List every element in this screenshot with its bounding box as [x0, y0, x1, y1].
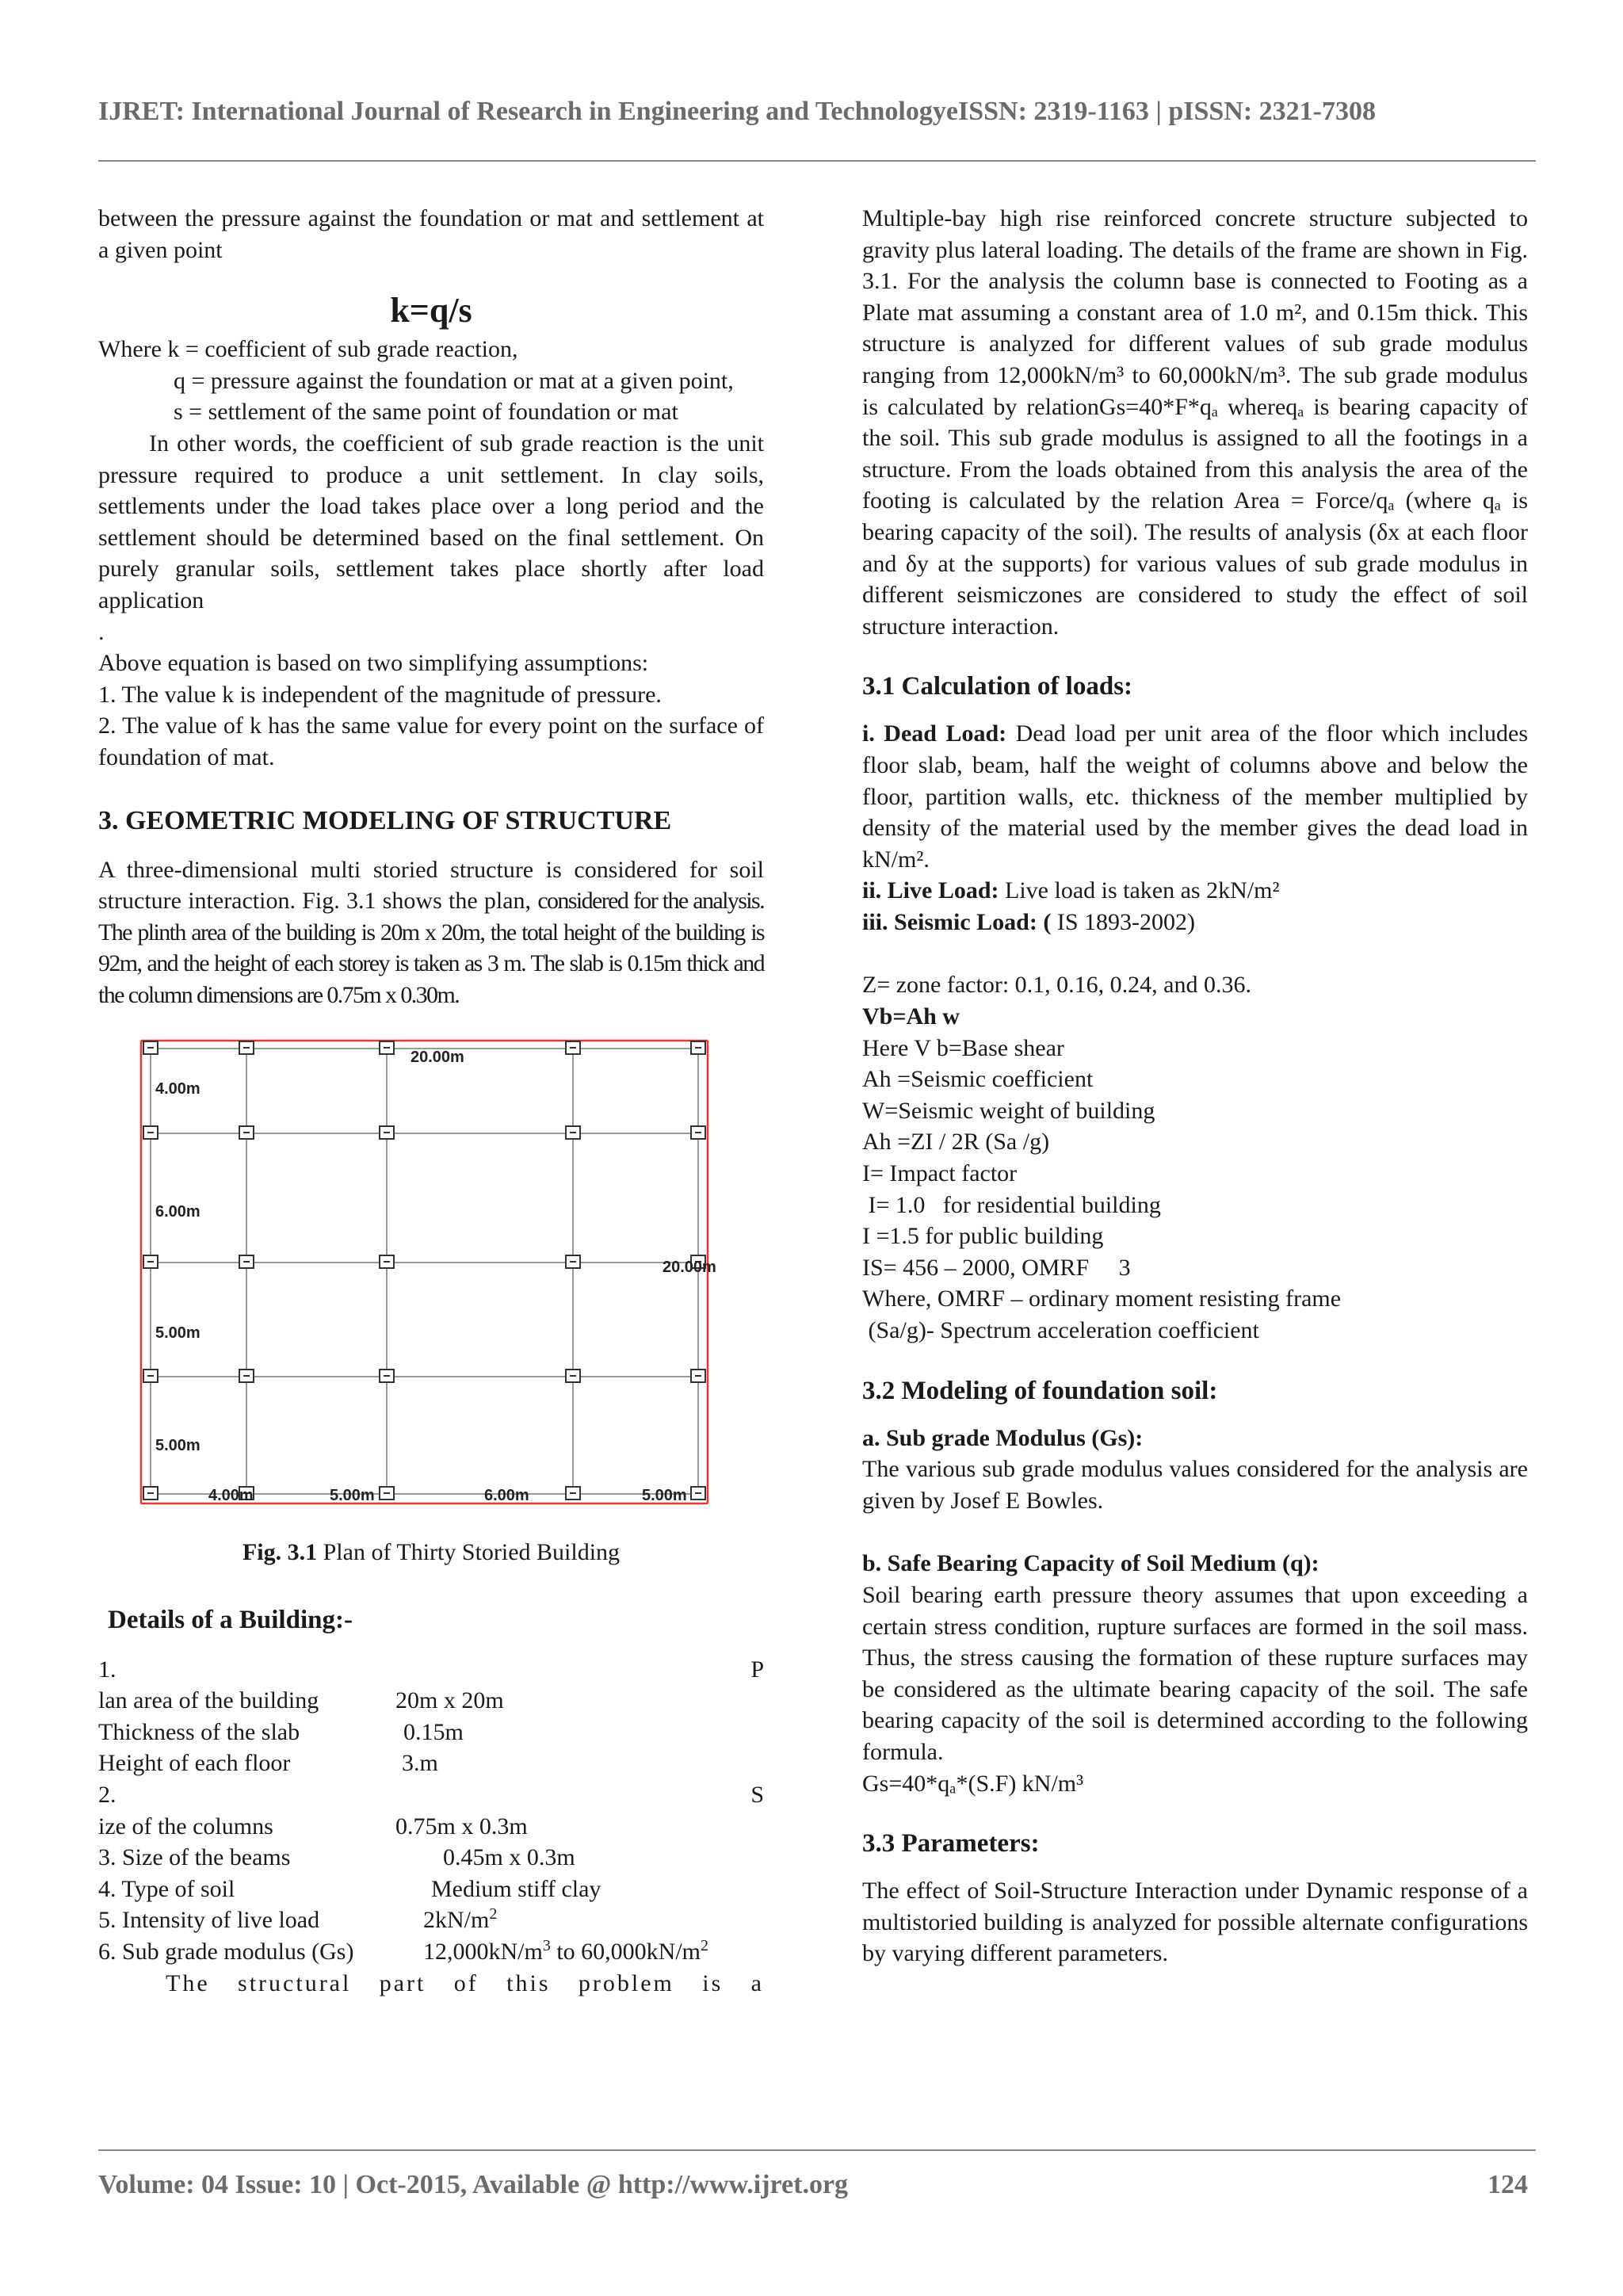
detail-num: 2.	[98, 1782, 116, 1809]
detail-label: lan area of the building	[98, 1687, 319, 1714]
right-column	[862, 203, 1528, 1969]
last-line: The structural part of this problem is a	[166, 1969, 764, 1996]
gs-max: to 60,000kN/m	[550, 1939, 701, 1965]
equation: k=q/s	[390, 291, 472, 330]
detail-row	[98, 1654, 764, 1686]
dim-left-3: 5.00m	[155, 1324, 200, 1343]
plan-figure	[117, 1034, 720, 1510]
detail-value: 3.m	[402, 1750, 438, 1777]
live-load-value: 2kN/m	[423, 1907, 490, 1934]
dim-top: 20.00m	[411, 1049, 464, 1067]
seismic-line: IS= 456 – 2000, OMRF 3	[862, 1254, 1131, 1281]
detail-row	[98, 1936, 764, 1968]
dim-bottom-2: 5.00m	[330, 1487, 375, 1505]
detail-value: 0.75m x 0.3m	[395, 1813, 528, 1839]
seismic-line: (Sa/g)- Spectrum acceleration coefficient	[862, 1317, 1259, 1343]
seismic-line: Ah =ZI / 2R (Sa /g)	[862, 1129, 1050, 1156]
detail-value: $2kN/m^2$	[423, 1905, 498, 1934]
detail-value: 0.45m x 0.3m	[443, 1844, 575, 1871]
assumption-1: 1. The value k is independent of the magnitude of pressure.	[98, 681, 662, 708]
section-3-3-title: 3.3 Parameters:	[862, 1829, 1040, 1859]
assumptions-head: Above equation is based on two simplifying assumptions:	[98, 650, 649, 677]
live-load-label: ii. Live Load:	[862, 877, 999, 904]
dim-left-2: 6.00m	[155, 1203, 200, 1221]
seismic-line: Where, OMRF – ordinary moment resisting frame	[862, 1286, 1342, 1312]
detail-row	[98, 1904, 764, 1936]
figure-caption	[98, 1537, 764, 1568]
footer-rule	[98, 2149, 1536, 2151]
detail-row	[98, 1717, 764, 1748]
journal-header: IJRET: International Journal of Research in Engineering and TechnologyeISSN: 2319-1163 | pISSN: 2321-7308	[98, 97, 1376, 126]
assumption-2: 2. The value of k has the same value for every point on the surface of foundation of mat.	[98, 712, 764, 770]
geometric-paragraph	[98, 854, 764, 1011]
seismic-line: Ah =Seismic coefficient	[862, 1066, 1094, 1093]
detail-letter: P	[750, 1656, 764, 1683]
section-3-1-title: 3.1 Calculation of loads:	[862, 672, 1133, 701]
detail-label: ize of the columns	[98, 1813, 273, 1839]
dead-load-label: i. Dead Load:	[862, 720, 1007, 747]
structure-paragraph: Multiple-bay high rise reinforced concrete structure subjected to gravity plus lateral loading. The details of the frame are shown in Fig. 3.1. For the analysis the column base is connected to Footing as a Plate mat assuming a constant area of 1.0 m², and 0.15m thick. This structure is analyzed for different values of sub grade modulus ranging from 12,000kN/m³ to 60,000kN/m³. The sub grade modulus is calculated by relationGs=40*F*qₐ whereqₐ is bearing capacity of the soil. This sub grade modulus is assigned to all the footings in a structure. From the loads obtained from this analysis the area of the footing is calculated by the relation Area = Force/qₐ (where qₐ is bearing capacity of the soil). The results of analysis (δx at each floor and δy at the supports) for various values of sub grade modulus in different seismiczones are considered to study the effect of soil structure interaction.	[862, 205, 1528, 640]
left-column	[98, 203, 764, 1999]
geo-para-a: A three-dimensional multi storied structure is considered for soil structure interaction. Fig. 3.1 shows the plan,	[98, 856, 764, 915]
base-shear-equation: Vb=Ah w	[862, 1003, 960, 1030]
detail-letter: S	[750, 1782, 764, 1809]
dim-bottom-4: 5.00m	[642, 1487, 687, 1505]
detail-value: Medium stiff clay	[431, 1875, 601, 1902]
detail-row	[98, 1779, 764, 1811]
seismic-line: W=Seismic weight of building	[862, 1097, 1155, 1124]
geo-para-b: considered for the analysis. The plinth area of the building is 20m x 20m, the total height of the building is 92m, and the height of each storey is taken as 3 m. The slab is 0.15m thick and the column dimensions are 0.75m x 0.30m.	[98, 888, 764, 1008]
zone-factor: Z= zone factor: 0.1, 0.16, 0.24, and 0.36.	[862, 972, 1251, 999]
column-markers	[143, 1041, 705, 1499]
dim-right: 20.00m	[663, 1259, 716, 1277]
where-k: Where k = coefficient of sub grade reaction,	[98, 336, 518, 363]
dim-left-4: 5.00m	[155, 1437, 200, 1455]
section-3-2-title: 3.2 Modeling of foundation soil:	[862, 1376, 1218, 1405]
section-3-title: 3. GEOMETRIC MODELING OF STRUCTURE	[98, 805, 672, 835]
header-rule	[98, 160, 1536, 162]
where-s: s = settlement of the same point of foundation or mat	[174, 399, 678, 426]
detail-row	[98, 1685, 764, 1717]
where-q: q = pressure against the foundation or mat at a given point,	[174, 367, 734, 394]
footer-volume: Volume: 04 Issue: 10 | Oct-2015, Available @ http://www.ijret.org	[98, 2170, 849, 2199]
dim-bottom-3: 6.00m	[484, 1487, 529, 1505]
dead-load-text: Dead load per unit area of the floor which includes floor slab, beam, half the weight of columns above and below the floor, partition walls, etc. thickness of the member multiplied by density of the material used by the member gives the dead load in kN/m².	[862, 720, 1528, 873]
details-heading: Details of a Building:-	[108, 1606, 353, 1635]
live-load-text: Live load is taken as 2kN/m²	[999, 877, 1280, 904]
intro-text: between the pressure against the foundation or mat and settlement at a given point	[98, 205, 764, 263]
seismic-line: Here V b=Base shear	[862, 1034, 1064, 1061]
dim-bottom-1: 4.00m	[208, 1487, 254, 1505]
dim-left-1: 4.00m	[155, 1080, 200, 1098]
detail-row	[98, 1842, 764, 1874]
gs-formula: Gs=40*qₐ*(S.F) kN/m³	[862, 1770, 1084, 1797]
detail-row	[98, 1811, 764, 1843]
detail-label: Height of each floor	[98, 1750, 291, 1777]
dot: .	[98, 618, 105, 645]
para-subgrade: In other words, the coefficient of sub grade reaction is the unit pressure required to produce a unit settlement. In clay soils, settlements under the load takes place over a long period and the settlement should be determined based on the final settlement. On purely granular soils, settlement takes place shortly after load application	[98, 430, 764, 613]
seismic-line: I= 1.0 for residential building	[862, 1191, 1161, 1218]
gs-min: 12,000kN/m	[423, 1939, 543, 1965]
caption-text: Plan of Thirty Storied Building	[317, 1539, 621, 1566]
caption-label: Fig. 3.1	[242, 1539, 318, 1566]
seismic-load-label: iii. Seismic Load: (	[862, 908, 1052, 935]
subgrade-text: The various sub grade modulus values considered for the analysis are given by Josef E Bowles.	[862, 1456, 1528, 1514]
live-load	[862, 875, 1528, 907]
detail-value: $12,000kN/m^3$ to $60,000kN/m^2$	[423, 1937, 709, 1965]
dead-load	[862, 718, 1528, 875]
bearing-text: Soil bearing earth pressure theory assumes that upon exceeding a certain stress condition, rupture surfaces are formed in the soil mass. Thus, the stress causing the formation of these rupture surfaces may be considered as the ultimate bearing capacity of the soil. The safe bearing capacity of the soil is determined according to the following formula.	[862, 1581, 1528, 1765]
bearing-head: b. Safe Bearing Capacity of Soil Medium (q):	[862, 1550, 1319, 1577]
detail-label: 6. Sub grade modulus (Gs)	[98, 1939, 354, 1965]
seismic-load	[862, 907, 1528, 938]
detail-value: 20m x 20m	[395, 1687, 504, 1714]
detail-value: 0.15m	[403, 1718, 464, 1745]
seismic-line: I =1.5 for public building	[862, 1223, 1104, 1250]
detail-label: 3. Size of the beams	[98, 1844, 291, 1871]
parameters-text: The effect of Soil-Structure Interaction under Dynamic response of a multistoried building is analyzed for possible alternate configurations by varying different parameters.	[862, 1878, 1528, 1967]
seismic-load-text: IS 1893-2002)	[1051, 908, 1195, 935]
page-number: 124	[1487, 2170, 1528, 2199]
seismic-line: I= Impact factor	[862, 1160, 1018, 1187]
detail-row	[98, 1748, 764, 1779]
detail-num: 1.	[98, 1656, 116, 1683]
detail-label: Thickness of the slab	[98, 1718, 300, 1745]
detail-row	[98, 1874, 764, 1905]
detail-label: 4. Type of soil	[98, 1875, 235, 1902]
detail-label: 5. Intensity of live load	[98, 1907, 320, 1934]
subgrade-head: a. Sub grade Modulus (Gs):	[862, 1424, 1144, 1451]
